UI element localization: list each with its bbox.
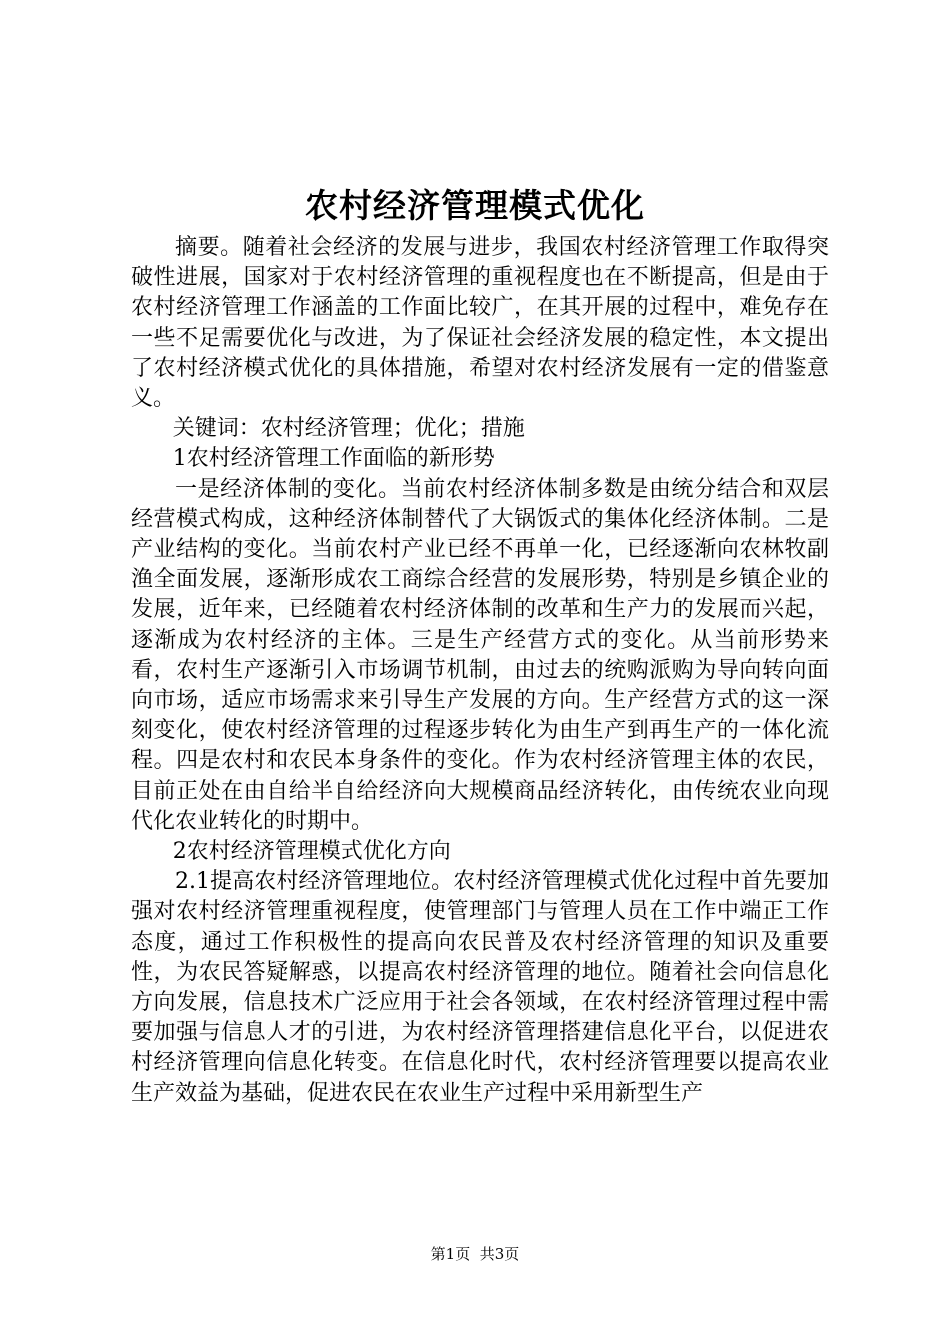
- section-heading-2: 2农村经济管理模式优化方向: [172, 839, 451, 865]
- keywords-line: 关键词：农村经济管理；优化；措施: [172, 416, 525, 442]
- section-2-1-paragraph: 2.1提高农村经济管理地位。农村经济管理模式优化过程中首先要加强对农村经济管理重视程度，使管理部门与管理人员在工作中端正工作态度，通过工作积极性的提高向农民普及农村经济管理的知识及重要性，为农民答疑解惑，以提高农村经济管理的地位。随着社会向信息化方向发展，信息技术广泛应用于社会各领域，在农村经济管理过程中需要加强与信息人才的引进，为农村经济管理搭建信息化平台，以促进农村经济管理向信息化转变。在信息化时代，农村经济管理要以提高农业生产效益为基础，促进农民在农业生产过程中采用新型生产: [131, 869, 829, 1106]
- footer-spacer: [470, 1245, 480, 1263]
- abstract-paragraph: 摘要。随着社会经济的发展与进步，我国农村经济管理工作取得突破性进展，国家对于农村经济管理的重视程度也在不断提高，但是由于农村经济管理工作涵盖的工作面比较广，在其开展的过程中，难免存在一些不足需要优化与改进，为了保证社会经济发展的稳定性，本文提出了农村经济模式优化的具体措施，希望对农村经济发展有一定的借鉴意义。: [131, 235, 829, 412]
- document-body: [131, 233, 829, 1109]
- section-heading-1: 1农村经济管理工作面临的新形势: [172, 446, 495, 472]
- document-title: 农村经济管理模式优化: [305, 186, 645, 225]
- page-footer: [0, 1243, 950, 1265]
- page-number-current: 第1页: [430, 1245, 471, 1263]
- section-1-paragraph: 一是经济体制的变化。当前农村经济体制多数是由统分结合和双层经营模式构成，这种经济体制替代了大锅饭式的集体化经济体制。二是产业结构的变化。当前农村产业已经不再单一化，已经逐渐向农林牧副渔全面发展，逐渐形成农工商综合经营的发展形势，特别是乡镇企业的发展，近年来，已经随着农村经济体制的改革和生产力的发展而兴起，逐渐成为农村经济的主体。三是生产经营方式的变化。从当前形势来看，农村生产逐渐引入市场调节机制，由过去的统购派购为导向转向面向市场，适应市场需求来引导生产发展的方向。生产经营方式的这一深刻变化，使农村经济管理的过程逐步转化为由生产到再生产的一体化流程。四是农村和农民本身条件的变化。作为农村经济管理主体的农民，目前正处在由自给半自给经济向大规模商品经济转化，由传统农业向现代化农业转化的时期中。: [131, 476, 829, 834]
- page-number-total: 共3页: [479, 1245, 520, 1263]
